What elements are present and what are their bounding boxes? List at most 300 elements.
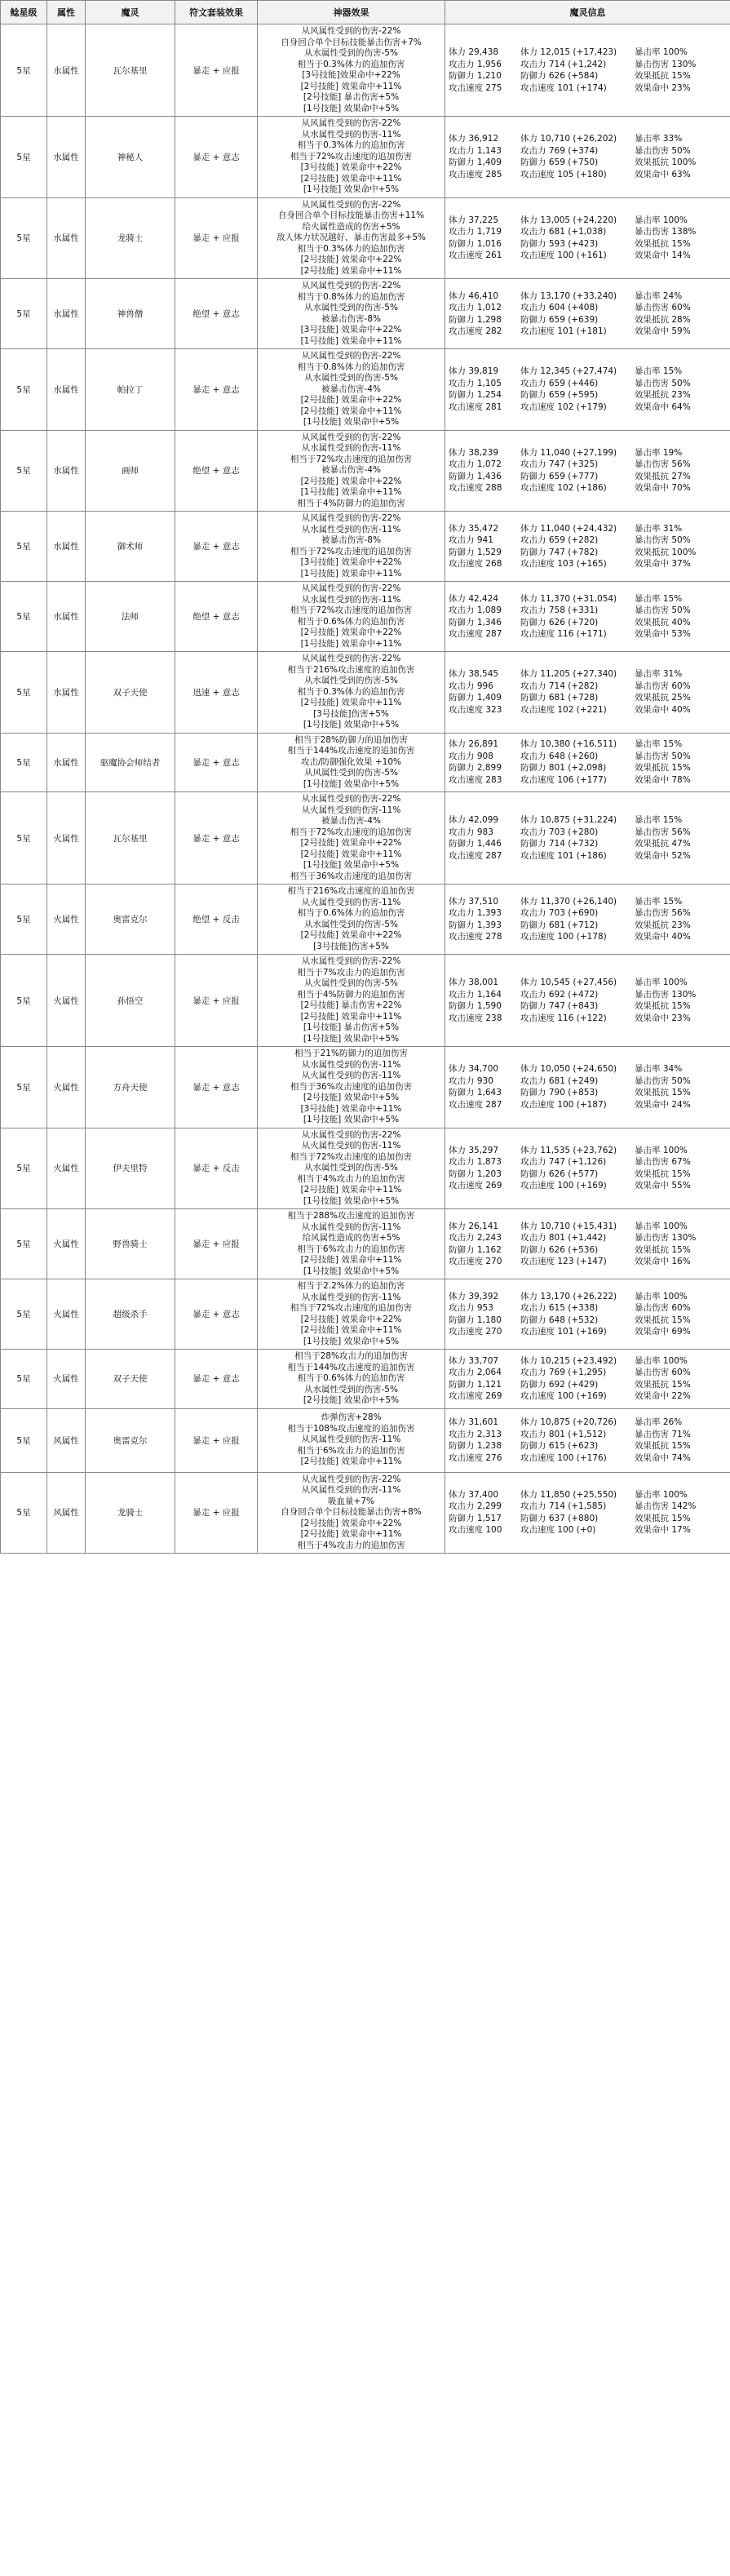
stat-value: 攻击速度 101 (+186) xyxy=(520,850,607,861)
stat-value: 攻击力 659 (+446) xyxy=(520,378,599,388)
stat-value: 攻击力 659 (+282) xyxy=(520,535,599,545)
artifact-effect-line: 从水属性受到的伤害-11% xyxy=(301,524,401,534)
stats-column xyxy=(635,738,727,786)
stat-value: 攻击速度 261 xyxy=(449,251,502,261)
artifact-effect-line: 从水属性受到的伤害-5% xyxy=(304,919,398,929)
artifact-effect-cell xyxy=(258,885,445,955)
stat-value: 效果命中 40% xyxy=(635,704,691,715)
stats-column xyxy=(635,1291,727,1338)
stat-value: 体力 26,141 xyxy=(449,1221,499,1231)
stat-value: 攻击力 681 (+249) xyxy=(520,1075,599,1086)
monster-info-cell xyxy=(445,1279,730,1350)
stats-column xyxy=(449,593,520,641)
stat-value: 效果命中 59% xyxy=(635,326,691,336)
stat-value: 效果抵抗 15% xyxy=(635,1088,691,1098)
stat-value: 攻击力 692 (+472) xyxy=(520,989,599,1000)
attribute-cell: 水属性 xyxy=(47,24,86,117)
stats-column xyxy=(520,1489,635,1536)
stats-column xyxy=(520,1291,635,1338)
stat-value: 效果抵抗 15% xyxy=(635,238,691,249)
stat-value: 攻击力 615 (+338) xyxy=(520,1303,599,1313)
rune-set-cell: 暴走 + 反击 xyxy=(175,1128,258,1209)
stat-value: 体力 42,099 xyxy=(449,815,499,825)
artifact-effect-line: 从风属性受到的伤害-22% xyxy=(301,654,401,663)
monster-info-cell xyxy=(445,1209,730,1279)
artifact-effect-cell xyxy=(258,792,445,885)
stat-value: 效果抵抗 100% xyxy=(635,157,697,168)
artifact-effect-line: [1号技能] 效果命中+5% xyxy=(303,1033,400,1044)
stat-value: 体力 12,345 (+27,474) xyxy=(520,366,617,377)
stats-column xyxy=(520,896,635,943)
stat-value: 防御力 626 (+536) xyxy=(520,1244,599,1255)
stat-value: 体力 11,850 (+25,550) xyxy=(520,1489,617,1500)
monster-info-cell xyxy=(445,582,730,652)
stat-value: 效果命中 74% xyxy=(635,1452,691,1463)
stat-value: 攻击速度 102 (+221) xyxy=(520,704,607,715)
stats-column xyxy=(520,977,635,1024)
artifact-effect-line: [3号技能] 效果命中+22% xyxy=(300,557,402,567)
artifact-effect-line: [3号技能]伤害+5% xyxy=(313,708,389,719)
stat-value: 防御力 790 (+853) xyxy=(520,1088,599,1098)
stat-value: 效果命中 64% xyxy=(635,401,691,412)
stats-column xyxy=(449,1291,520,1338)
stat-value: 体力 10,050 (+24,650) xyxy=(520,1064,617,1075)
stat-value: 体力 31,601 xyxy=(449,1417,499,1427)
stat-value: 防御力 1,529 xyxy=(449,547,502,557)
table-row xyxy=(1,733,730,792)
table-row xyxy=(1,1128,730,1209)
monster-info-cell xyxy=(445,117,730,198)
stat-value: 效果抵抗 15% xyxy=(635,1168,691,1179)
attribute-cell: 风属性 xyxy=(47,1472,86,1554)
artifact-effect-line: 给火属性造成的伤害+5% xyxy=(302,221,400,232)
artifact-effect-line: [1号技能] 效果命中+5% xyxy=(303,720,400,729)
stat-value: 效果抵抗 15% xyxy=(635,763,691,774)
stats-grid xyxy=(449,1291,727,1338)
stat-value: 防御力 1,393 xyxy=(449,920,502,930)
stat-value: 暴击伤害 142% xyxy=(635,1501,697,1512)
stats-column xyxy=(449,1145,520,1192)
stat-value: 效果抵抗 27% xyxy=(635,471,691,481)
stat-value: 暴击率 100% xyxy=(635,1355,688,1366)
artifact-effect-line: [1号技能] 暴击伤害+5% xyxy=(303,1022,400,1032)
stat-value: 攻击力 2,064 xyxy=(449,1368,502,1378)
stat-value: 效果命中 14% xyxy=(635,251,691,261)
stats-grid xyxy=(449,1221,727,1268)
artifact-effect-cell xyxy=(258,1279,445,1350)
stat-value: 防御力 1,446 xyxy=(449,839,502,849)
artifact-effect-line: 从水属性受到的伤害-5% xyxy=(304,48,398,58)
artifact-effect-line: [1号技能] 效果命中+11% xyxy=(300,568,402,579)
stat-value: 暴击伤害 50% xyxy=(635,535,691,545)
stat-value: 暴击率 15% xyxy=(635,366,683,377)
monster-info-cell xyxy=(445,955,730,1047)
stats-column xyxy=(449,47,520,94)
stats-column xyxy=(635,814,727,862)
stat-value: 攻击速度 116 (+122) xyxy=(520,1013,607,1023)
artifact-effect-line: [3号技能] 效果命中+11% xyxy=(300,1103,402,1114)
stat-value: 攻击力 1,164 xyxy=(449,989,502,1000)
monster-name-cell: 双子天使 xyxy=(86,652,175,734)
stats-column xyxy=(449,447,520,494)
monster-name-cell: 龙骑士 xyxy=(86,197,175,279)
table-row xyxy=(1,1472,730,1554)
monster-name-cell: 双子天使 xyxy=(86,1350,175,1409)
stat-value: 防御力 692 (+429) xyxy=(520,1379,599,1390)
stat-value: 暴击伤害 60% xyxy=(635,681,691,691)
monster-name-cell: 野兽骑士 xyxy=(86,1209,175,1279)
stats-column xyxy=(520,1355,635,1403)
artifact-effect-line: [2号技能] 效果命中+11% xyxy=(300,81,402,91)
header-monster-info: 魔灵信息 xyxy=(445,1,730,24)
artifact-effect-line: [3号技能]伤害+5% xyxy=(313,941,389,951)
stat-value: 攻击速度 100 (+169) xyxy=(520,1181,607,1191)
stats-column xyxy=(520,366,635,413)
stat-value: 攻击力 714 (+282) xyxy=(520,681,599,691)
artifact-effect-line: 从水属性受到的伤害-11% xyxy=(301,1292,401,1302)
artifact-effect-line: [2号技能] 暴击伤害+22% xyxy=(300,1000,402,1010)
stat-value: 攻击速度 100 (+187) xyxy=(520,1099,607,1110)
stat-value: 攻击速度 102 (+179) xyxy=(520,401,607,412)
stat-value: 暴击率 31% xyxy=(635,669,683,680)
stat-value: 攻击力 1,072 xyxy=(449,459,502,470)
artifact-effect-line: 从火属性受到的伤害-11% xyxy=(301,1071,401,1080)
stats-column xyxy=(520,814,635,862)
stat-value: 暴击率 15% xyxy=(635,896,683,907)
stat-value: 体力 39,392 xyxy=(449,1291,499,1301)
stat-value: 体力 39,819 xyxy=(449,366,499,377)
artifact-effect-line: 从水属性受到的伤害-11% xyxy=(301,129,401,140)
stat-value: 攻击速度 100 (+161) xyxy=(520,251,607,261)
rune-set-cell: 绝望 + 意志 xyxy=(175,582,258,652)
stat-value: 体力 13,005 (+24,220) xyxy=(520,215,617,225)
stat-value: 暴击率 100% xyxy=(635,1489,688,1500)
artifact-effect-line: 被暴击伤害-4% xyxy=(321,384,381,394)
attribute-cell: 水属性 xyxy=(47,117,86,198)
stats-column xyxy=(635,290,727,338)
stat-value: 体力 38,001 xyxy=(449,978,499,987)
stat-value: 攻击力 604 (+408) xyxy=(520,303,599,313)
rune-set-cell: 暴走 + 意志 xyxy=(175,733,258,792)
stat-value: 攻击力 1,956 xyxy=(449,59,502,69)
stat-value: 攻击速度 323 xyxy=(449,704,502,715)
artifact-effect-line: 相当于144%攻击速度的追加伤害 xyxy=(287,1362,415,1372)
artifact-effect-line: [2号技能] 效果命中+11% xyxy=(300,1456,402,1467)
stat-value: 体力 26,891 xyxy=(449,739,499,750)
monster-name-cell: 帕拉丁 xyxy=(86,349,175,431)
stat-value: 体力 33,707 xyxy=(449,1355,499,1366)
stats-grid xyxy=(449,593,727,641)
stat-value: 效果命中 55% xyxy=(635,1181,691,1191)
artifact-effect-line: 自身回合单个目标技能暴击伤害+11% xyxy=(277,211,425,220)
artifact-effect-cell xyxy=(258,1472,445,1554)
stat-value: 暴击伤害 50% xyxy=(635,605,691,615)
artifact-effect-line: 相当于0.3%体力的追加伤害 xyxy=(297,140,405,150)
stats-column xyxy=(449,366,520,413)
artifact-effect-line: 从水属性受到的伤害-22% xyxy=(301,956,401,966)
artifact-effect-line: 从火属性受到的伤害-11% xyxy=(301,805,401,815)
stat-value: 暴击伤害 130% xyxy=(635,59,697,69)
stat-value: 体力 34,700 xyxy=(449,1064,499,1075)
artifact-effect-line: 被暴击伤害-4% xyxy=(321,465,381,475)
artifact-effect-line: [2号技能] 效果命中+22% xyxy=(300,930,402,940)
stat-value: 防御力 801 (+2,098) xyxy=(520,763,607,774)
stat-value: 暴击伤害 71% xyxy=(635,1429,691,1439)
star-cell: 5星 xyxy=(1,1128,47,1209)
stat-value: 防御力 1,180 xyxy=(449,1315,502,1325)
stats-column xyxy=(635,1145,727,1192)
stats-grid xyxy=(449,290,727,338)
stat-value: 效果命中 23% xyxy=(635,82,691,93)
stats-column xyxy=(449,1417,520,1464)
artifact-effect-line: [2号技能] 效果命中+22% xyxy=(300,255,402,264)
star-cell: 5星 xyxy=(1,279,47,349)
stat-value: 攻击力 703 (+280) xyxy=(520,827,599,837)
stat-value: 防御力 1,238 xyxy=(449,1441,502,1451)
stats-column xyxy=(449,977,520,1024)
artifact-effect-line: [1号技能] 效果命中+5% xyxy=(303,860,400,870)
artifact-effect-cell xyxy=(258,24,445,117)
artifact-effect-line: 从风属性受到的伤害-11% xyxy=(301,1485,401,1495)
artifact-effect-line: 相当于0.6%体力的追加伤害 xyxy=(297,1373,405,1383)
stat-value: 防御力 2,899 xyxy=(449,763,502,774)
header-monster: 魔灵 xyxy=(86,1,175,24)
artifact-effect-line: 自身回合单个目标技能暴击伤害+8% xyxy=(281,1507,422,1517)
artifact-effect-cell xyxy=(258,430,445,512)
table-row xyxy=(1,430,730,512)
stats-grid xyxy=(449,1063,727,1111)
artifact-effect-line: 相当于36%攻击速度的追加伤害 xyxy=(290,871,413,881)
stat-value: 暴击伤害 56% xyxy=(635,908,691,918)
star-cell: 5星 xyxy=(1,1047,47,1128)
rune-set-cell: 暴走 + 意志 xyxy=(175,512,258,582)
stats-column xyxy=(449,215,520,262)
stat-value: 攻击速度 275 xyxy=(449,82,502,93)
stat-value: 体力 11,205 (+27,340) xyxy=(520,669,617,680)
header-rune-set: 符文套装效果 xyxy=(175,1,258,24)
artifact-effect-line: 相当于21%防御力的追加伤害 xyxy=(294,1049,408,1058)
stat-value: 攻击力 1,873 xyxy=(449,1157,502,1168)
artifact-effect-line: [2号技能] 效果命中+11% xyxy=(300,173,402,184)
monster-name-cell: 神兽僧 xyxy=(86,279,175,349)
artifact-effect-line: 从水属性受到的伤害-11% xyxy=(301,594,401,605)
header-row xyxy=(1,1,730,24)
stat-value: 攻击速度 269 xyxy=(449,1181,502,1191)
rune-set-cell: 绝望 + 反击 xyxy=(175,885,258,955)
stat-value: 防御力 593 (+423) xyxy=(520,238,599,249)
stat-value: 体力 38,239 xyxy=(449,447,499,458)
attribute-cell: 火属性 xyxy=(47,1047,86,1128)
stats-column xyxy=(635,593,727,641)
stats-column xyxy=(520,1417,635,1464)
stat-value: 攻击速度 268 xyxy=(449,559,502,569)
stat-value: 攻击速度 105 (+180) xyxy=(520,169,607,180)
table-row xyxy=(1,197,730,279)
stat-value: 攻击速度 281 xyxy=(449,401,502,412)
stat-value: 防御力 1,210 xyxy=(449,71,502,81)
artifact-effect-line: 相当于6%攻击力的追加伤害 xyxy=(297,1445,405,1456)
stat-value: 体力 10,380 (+16,511) xyxy=(520,739,617,750)
stat-value: 攻击力 801 (+1,442) xyxy=(520,1233,607,1243)
stat-value: 效果抵抗 47% xyxy=(635,839,691,849)
stat-value: 效果命中 78% xyxy=(635,774,691,785)
stat-value: 攻击力 1,089 xyxy=(449,605,502,615)
monster-info-cell xyxy=(445,1128,730,1209)
stat-value: 暴击率 100% xyxy=(635,1291,688,1301)
table-row xyxy=(1,792,730,885)
rune-set-cell: 暴走 + 应报 xyxy=(175,24,258,117)
stat-value: 攻击速度 123 (+147) xyxy=(520,1257,607,1266)
stat-value: 防御力 747 (+782) xyxy=(520,547,599,557)
artifact-effect-line: [2号技能] 效果命中+5% xyxy=(303,1093,400,1102)
header-artifact-effect: 神器效果 xyxy=(258,1,445,24)
monster-name-cell: 超级杀手 xyxy=(86,1279,175,1350)
artifact-effect-line: 相当于0.6%体力的追加伤害 xyxy=(297,616,405,627)
artifact-effect-line: [3号技能] 效果命中+22% xyxy=(300,162,402,172)
stat-value: 效果命中 63% xyxy=(635,169,691,180)
stat-value: 暴击伤害 138% xyxy=(635,227,697,237)
table-row xyxy=(1,885,730,955)
stats-grid xyxy=(449,668,727,716)
attribute-cell: 火属性 xyxy=(47,1209,86,1279)
stats-grid xyxy=(449,896,727,943)
artifact-effect-line: [2号技能] 效果命中+22% xyxy=(300,838,402,848)
artifact-effect-line: 相当于36%攻击速度的追加伤害 xyxy=(290,1081,413,1092)
artifact-effect-line: 相当于0.3%体力的追加伤害 xyxy=(297,59,405,69)
stat-value: 攻击速度 270 xyxy=(449,1327,502,1337)
stat-value: 效果抵抗 23% xyxy=(635,920,691,930)
monster-info-cell xyxy=(445,792,730,885)
stat-value: 防御力 659 (+595) xyxy=(520,390,599,401)
stat-value: 攻击力 769 (+374) xyxy=(520,145,599,156)
stat-value: 效果命中 52% xyxy=(635,850,691,861)
stats-column xyxy=(449,1221,520,1268)
artifact-effect-line: [1号技能] 效果命中+5% xyxy=(303,1195,400,1206)
stats-column xyxy=(520,215,635,262)
rune-set-cell: 暴走 + 意志 xyxy=(175,349,258,431)
stat-value: 攻击力 941 xyxy=(449,535,493,545)
stat-value: 暴击伤害 130% xyxy=(635,989,697,1000)
artifact-effect-line: 从水属性受到的伤害-5% xyxy=(304,1163,398,1173)
stat-value: 暴击伤害 56% xyxy=(635,459,691,470)
stat-value: 防御力 714 (+732) xyxy=(520,839,599,849)
stat-value: 暴击率 26% xyxy=(635,1417,683,1427)
stat-value: 效果命中 53% xyxy=(635,629,691,639)
stat-value: 防御力 681 (+712) xyxy=(520,920,599,930)
stat-value: 攻击力 769 (+1,295) xyxy=(520,1368,607,1378)
stat-value: 防御力 1,162 xyxy=(449,1244,502,1255)
stat-value: 防御力 1,643 xyxy=(449,1088,502,1098)
stat-value: 暴击率 100% xyxy=(635,978,688,987)
stat-value: 防御力 681 (+728) xyxy=(520,693,599,703)
stat-value: 暴击率 100% xyxy=(635,47,688,57)
artifact-effect-line: 从水属性受到的伤害-5% xyxy=(304,676,398,685)
stat-value: 暴击伤害 50% xyxy=(635,751,691,761)
stat-value: 效果抵抗 25% xyxy=(635,693,691,703)
stats-grid xyxy=(449,133,727,180)
artifact-effect-line: 从风属性受到的伤害-22% xyxy=(301,199,401,210)
stats-column xyxy=(635,1417,727,1464)
artifact-effect-cell xyxy=(258,197,445,279)
artifact-effect-cell xyxy=(258,512,445,582)
rune-set-cell: 暴走 + 应报 xyxy=(175,1209,258,1279)
star-cell: 5星 xyxy=(1,652,47,734)
artifact-effect-line: 从水属性受到的伤害-5% xyxy=(304,303,398,313)
artifact-effect-line: 从风属性受到的伤害-22% xyxy=(301,26,401,36)
stat-value: 暴击率 15% xyxy=(635,815,683,825)
artifact-effect-cell xyxy=(258,955,445,1047)
artifact-effect-line: 炸弹伤害+28% xyxy=(321,1412,382,1423)
star-cell: 5星 xyxy=(1,1350,47,1409)
monster-info-cell xyxy=(445,24,730,117)
stats-grid xyxy=(449,1145,727,1192)
artifact-effect-line: 被暴击伤害-4% xyxy=(321,816,381,826)
artifact-effect-line: 从风属性受到的伤害-11% xyxy=(301,1434,401,1445)
artifact-effect-line: [1号技能] 效果命中+5% xyxy=(303,1266,400,1276)
stat-value: 攻击速度 101 (+169) xyxy=(520,1327,607,1337)
rune-set-cell: 暴走 + 意志 xyxy=(175,1279,258,1350)
star-cell: 5星 xyxy=(1,349,47,431)
artifact-effect-line: 被暴击伤害-8% xyxy=(321,535,381,545)
stats-grid xyxy=(449,366,727,413)
monster-info-cell xyxy=(445,349,730,431)
stat-value: 攻击力 801 (+1,512) xyxy=(520,1429,607,1439)
artifact-effect-line: 相当于72%攻击速度的追加伤害 xyxy=(290,151,413,162)
stat-value: 防御力 747 (+843) xyxy=(520,1001,599,1011)
artifact-effect-line: 相当于0.8%体力的追加伤害 xyxy=(297,361,405,372)
table-row xyxy=(1,349,730,431)
stats-grid xyxy=(449,814,727,862)
stat-value: 效果抵抗 15% xyxy=(635,1379,691,1390)
stat-value: 防御力 1,409 xyxy=(449,693,502,703)
artifact-effect-line: [3号技能] 效果命中+22% xyxy=(300,325,402,335)
artifact-effect-line: 从风属性受到的伤害-22% xyxy=(301,513,401,523)
stat-value: 防御力 659 (+639) xyxy=(520,314,599,325)
stats-grid xyxy=(449,1417,727,1464)
rune-set-cell: 暴走 + 应报 xyxy=(175,1408,258,1472)
stat-value: 暴击伤害 60% xyxy=(635,303,691,313)
stat-value: 攻击速度 116 (+171) xyxy=(520,629,607,639)
stat-value: 体力 13,170 (+33,240) xyxy=(520,290,617,301)
star-cell: 5星 xyxy=(1,885,47,955)
artifact-effect-line: [1号技能] 效果命中+5% xyxy=(303,103,400,113)
artifact-effect-line: 自身回合单个目标技能暴击伤害+7% xyxy=(281,37,422,47)
stat-value: 攻击速度 287 xyxy=(449,1099,502,1110)
stats-grid xyxy=(449,1489,727,1536)
artifact-effect-cell xyxy=(258,1047,445,1128)
stat-value: 体力 10,875 (+20,726) xyxy=(520,1417,617,1427)
artifact-effect-cell xyxy=(258,279,445,349)
artifact-effect-line: 相当于216%攻击速度的追加伤害 xyxy=(287,886,415,896)
stats-column xyxy=(520,447,635,494)
stats-column xyxy=(635,1355,727,1403)
stat-value: 体力 37,510 xyxy=(449,896,499,907)
stat-value: 攻击速度 100 (+178) xyxy=(520,932,607,942)
stat-value: 攻击力 953 xyxy=(449,1303,493,1313)
artifact-effect-cell xyxy=(258,1209,445,1279)
stat-value: 暴击伤害 60% xyxy=(635,1303,691,1313)
attribute-cell: 火属性 xyxy=(47,1128,86,1209)
monster-info-cell xyxy=(445,733,730,792)
stat-value: 攻击速度 100 (+0) xyxy=(520,1525,596,1536)
artifact-effect-line: 从水属性受到的伤害-22% xyxy=(301,794,401,804)
monster-name-cell: 御术师 xyxy=(86,512,175,582)
star-cell: 5星 xyxy=(1,117,47,198)
stat-value: 体力 11,370 (+26,140) xyxy=(520,896,617,907)
star-cell: 5星 xyxy=(1,733,47,792)
stat-value: 防御力 1,121 xyxy=(449,1379,502,1390)
rune-set-cell: 迅速 + 意志 xyxy=(175,652,258,734)
